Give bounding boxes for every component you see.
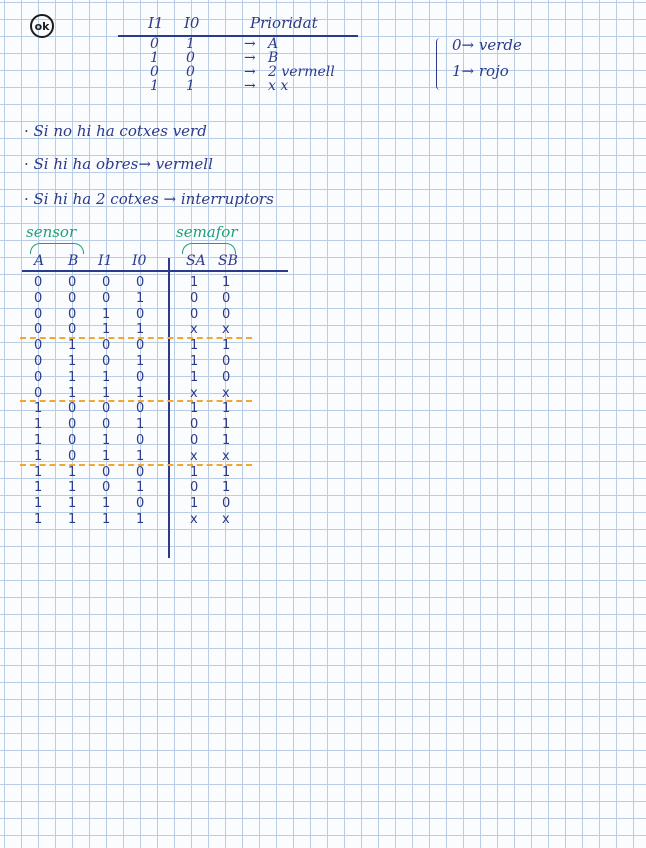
table-cell: 0 — [102, 401, 111, 417]
priority-cell: 0 — [150, 64, 159, 80]
table-cell: 0 — [222, 306, 231, 322]
table-cell: 0 — [190, 417, 199, 433]
table-cell: 0 — [34, 385, 43, 401]
table-cell: 1 — [136, 480, 145, 496]
table-cell: 0 — [102, 464, 111, 480]
col-header-sb: SB — [218, 253, 238, 269]
header-prioridat: Prioridat — [250, 14, 318, 32]
priority-cell: → — [244, 50, 256, 66]
table-cell: x — [222, 448, 230, 464]
table-cell: 0 — [102, 290, 111, 306]
priority-cell: x x — [268, 78, 289, 94]
table-cell: 1 — [222, 401, 231, 417]
table-cell: 0 — [222, 369, 231, 385]
table-cell: 1 — [222, 433, 231, 448]
table-cell: 1 — [102, 433, 111, 448]
table-cell: 0 — [222, 290, 231, 306]
table-cell: 0 — [102, 275, 111, 290]
table-cell: 0 — [102, 354, 111, 369]
priority-cell: 1 — [150, 78, 159, 94]
priority-cell: → — [244, 64, 256, 80]
table-cell: x — [190, 385, 198, 401]
table-cell: 1 — [222, 275, 231, 290]
table-cell: 1 — [222, 338, 231, 354]
table-cell: 0 — [34, 275, 43, 290]
priority-cell: 1 — [186, 78, 195, 94]
table-cell: x — [222, 385, 230, 401]
col-header-b: B — [68, 253, 79, 269]
table-cell: 1 — [190, 275, 199, 290]
table-cell: 1 — [222, 464, 231, 480]
table-cell: 0 — [136, 338, 145, 354]
table-cell: 0 — [190, 290, 199, 306]
table-cell: 1 — [190, 496, 199, 512]
table-cell: 0 — [68, 433, 77, 448]
table-cell: 0 — [68, 448, 77, 464]
table-cell: 1 — [68, 464, 77, 480]
table-cell: 1 — [190, 354, 199, 369]
table-cell: 1 — [136, 354, 145, 369]
table-cell: 1 — [68, 369, 77, 385]
table-cell: 1 — [34, 448, 43, 464]
table-cell: 1 — [68, 512, 77, 527]
table-cell: 1 — [102, 512, 111, 527]
semafor-label: semafor — [176, 223, 238, 241]
table-cell: 1 — [34, 480, 43, 496]
table-cell: 1 — [34, 401, 43, 417]
table-cell: x — [222, 512, 230, 527]
table-cell: 1 — [136, 290, 145, 306]
col-header-sa: SA — [186, 253, 206, 269]
table-cell: 1 — [34, 496, 43, 512]
table-cell: 0 — [190, 480, 199, 496]
table-cell: 1 — [68, 496, 77, 512]
table-cell: 0 — [34, 369, 43, 385]
priority-cell: → — [244, 78, 256, 94]
table-cell: 1 — [136, 448, 145, 464]
table-header-rule — [22, 270, 288, 272]
table-cell: 0 — [136, 401, 145, 417]
table-cell: 0 — [34, 290, 43, 306]
table-cell: 0 — [190, 433, 199, 448]
priority-cell: 0 — [150, 36, 159, 52]
ok-stamp: ok — [30, 14, 54, 38]
table-cell: 1 — [34, 512, 43, 527]
table-cell: 1 — [136, 417, 145, 433]
table-cell: x — [190, 512, 198, 527]
table-cell: 0 — [34, 338, 43, 354]
table-cell: 0 — [136, 433, 145, 448]
table-cell: 1 — [34, 417, 43, 433]
table-cell: x — [190, 322, 198, 338]
table-cell: 1 — [190, 464, 199, 480]
legend-line-0: 0→ verde — [452, 36, 522, 54]
priority-cell: 1 — [150, 50, 159, 66]
table-cell: 0 — [136, 464, 145, 480]
table-cell: 1 — [190, 338, 199, 354]
table-cell: 1 — [68, 338, 77, 354]
table-cell: 0 — [136, 275, 145, 290]
table-cell: 0 — [34, 306, 43, 322]
table-divider — [168, 258, 170, 558]
table-cell: 1 — [102, 448, 111, 464]
col-header-i0: I0 — [132, 253, 147, 269]
table-cell: x — [190, 448, 198, 464]
priority-cell: 0 — [186, 64, 195, 80]
table-cell: 0 — [222, 496, 231, 512]
table-cell: x — [222, 322, 230, 338]
table-cell: 0 — [68, 306, 77, 322]
table-cell: 1 — [102, 369, 111, 385]
table-cell: 0 — [68, 417, 77, 433]
table-cell: 1 — [190, 369, 199, 385]
header-i1: I1 — [148, 14, 164, 32]
table-cell: 1 — [68, 385, 77, 401]
table-cell: 0 — [34, 322, 43, 338]
note-1: · Si hi ha obres→ vermell — [24, 155, 213, 173]
table-cell: 0 — [136, 369, 145, 385]
table-cell: 1 — [102, 496, 111, 512]
table-cell: 0 — [190, 306, 199, 322]
priority-cell: → — [244, 36, 256, 52]
legend-brace — [436, 38, 445, 90]
table-cell: 1 — [34, 433, 43, 448]
table-cell: 1 — [222, 480, 231, 496]
table-cell: 0 — [68, 322, 77, 338]
priority-cell: 1 — [186, 36, 195, 52]
table-cell: 1 — [102, 306, 111, 322]
table-cell: 0 — [68, 275, 77, 290]
priority-cell: 2 vermell — [268, 64, 335, 80]
table-cell: 0 — [34, 354, 43, 369]
table-cell: 0 — [136, 306, 145, 322]
table-cell: 1 — [34, 464, 43, 480]
table-cell: 1 — [222, 417, 231, 433]
table-cell: 0 — [68, 290, 77, 306]
table-cell: 1 — [68, 354, 77, 369]
table-cell: 1 — [102, 385, 111, 401]
priority-cell: B — [268, 50, 279, 66]
table-cell: 0 — [68, 401, 77, 417]
header-i0: I0 — [184, 14, 200, 32]
table-cell: 1 — [68, 480, 77, 496]
table-cell: 1 — [136, 385, 145, 401]
table-cell: 1 — [190, 401, 199, 417]
note-2: · Si hi ha 2 cotxes → interruptors — [24, 190, 274, 208]
sensor-label: sensor — [26, 223, 77, 241]
table-cell: 1 — [136, 322, 145, 338]
legend-line-1: 1→ rojo — [452, 62, 509, 80]
table-cell: 0 — [102, 480, 111, 496]
table-cell: 0 — [102, 338, 111, 354]
table-cell: 1 — [102, 322, 111, 338]
col-header-a: A — [34, 253, 45, 269]
col-header-i1: I1 — [98, 253, 113, 269]
priority-cell: A — [268, 36, 279, 52]
priority-cell: 0 — [186, 50, 195, 66]
table-cell: 0 — [136, 496, 145, 512]
table-cell: 1 — [136, 512, 145, 527]
note-0: · Si no hi ha cotxes verd — [24, 122, 207, 140]
table-cell: 0 — [102, 417, 111, 433]
table-cell: 0 — [222, 354, 231, 369]
